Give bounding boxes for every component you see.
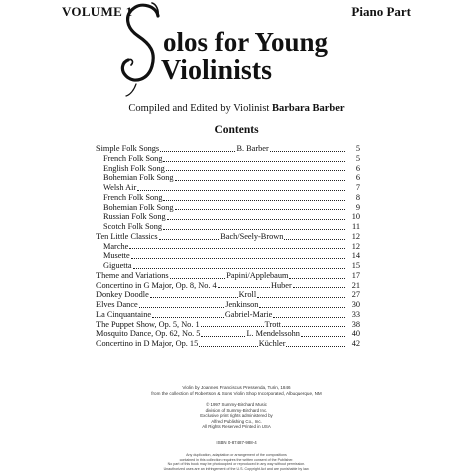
toc-entry-page: 6 bbox=[355, 173, 360, 183]
dot-leader bbox=[289, 271, 345, 279]
toc-entry-page: 33 bbox=[351, 309, 360, 319]
dot-leader bbox=[167, 212, 345, 220]
toc-entry bbox=[96, 183, 360, 193]
copyright-line: Exclusive print rights administered by bbox=[200, 413, 273, 419]
toc-entry bbox=[96, 193, 360, 203]
dot-leader bbox=[270, 144, 345, 152]
toc-entry bbox=[96, 281, 360, 291]
toc-entry-title: Bohemian Folk Song bbox=[103, 202, 174, 212]
book-title bbox=[0, 0, 473, 100]
dot-leader bbox=[282, 320, 345, 328]
part-label: Piano Part bbox=[351, 4, 411, 19]
dot-leader bbox=[170, 271, 226, 279]
toc-entry-page: 38 bbox=[351, 319, 361, 329]
toc-entry-composer: Bach/Seely-Brown bbox=[220, 231, 284, 241]
toc-entry bbox=[96, 290, 360, 300]
toc-entry bbox=[96, 203, 360, 213]
toc-entry-page: 6 bbox=[355, 163, 360, 173]
toc-entry-title: English Folk Song bbox=[103, 163, 165, 173]
toc-entry-page: 8 bbox=[355, 192, 360, 202]
toc-entry-title: Bohemian Folk Song bbox=[103, 173, 174, 183]
dot-leader bbox=[218, 281, 270, 289]
toc-entry bbox=[96, 232, 360, 242]
legal-notice bbox=[0, 453, 473, 471]
copyright-line: © 1997 Summy-Birchard Music bbox=[206, 402, 267, 407]
dot-leader bbox=[139, 300, 225, 308]
toc-entry bbox=[96, 164, 360, 174]
toc-entry-page: 40 bbox=[351, 329, 360, 339]
toc-entry-page: 42 bbox=[351, 339, 361, 348]
dot-leader bbox=[163, 193, 345, 201]
toc-entry bbox=[96, 173, 360, 183]
toc-entry-title: Concertino in G Major, Op. 8, No. 4 bbox=[96, 280, 217, 290]
volume-label: VOLUME 1 bbox=[62, 4, 133, 19]
toc-entry-composer: Papini/Applebaum bbox=[226, 270, 289, 280]
table-of-contents bbox=[96, 144, 360, 349]
dot-leader bbox=[286, 339, 345, 347]
toc-entry bbox=[96, 212, 360, 222]
dot-leader bbox=[301, 329, 345, 337]
toc-entry-composer: L. Mendelssohn bbox=[246, 329, 300, 339]
toc-entry-title: Welsh Air bbox=[103, 183, 137, 192]
toc-entry bbox=[96, 251, 360, 261]
dot-leader bbox=[166, 164, 345, 172]
toc-entry bbox=[96, 339, 360, 349]
title-line-2: Violinists bbox=[161, 55, 272, 86]
toc-entry bbox=[96, 222, 360, 232]
dot-leader bbox=[129, 242, 345, 250]
toc-entry-title: French Folk Song bbox=[103, 192, 163, 202]
dot-leader bbox=[201, 320, 264, 328]
compiled-by-line bbox=[0, 103, 473, 114]
dot-leader bbox=[273, 310, 345, 318]
notice-line: Any duplication, adaptation or arrangement of the compositions bbox=[186, 453, 287, 457]
toc-entry bbox=[96, 310, 360, 320]
credit-line: from the collection of Robertson & Sons Violin Shop Incorporated, Albuquerque, NM bbox=[151, 391, 322, 396]
toc-entry bbox=[96, 242, 360, 252]
toc-entry bbox=[96, 300, 360, 310]
copyright-line: All Rights Reserved Printed in USA bbox=[202, 424, 271, 430]
toc-entry-page: 27 bbox=[351, 290, 361, 300]
toc-entry bbox=[96, 154, 360, 164]
title-line-1: olos for Young bbox=[163, 27, 329, 57]
notice-line: contained in this collection requires the written consent of the Publisher. bbox=[179, 457, 294, 462]
dot-leader bbox=[163, 154, 345, 162]
toc-entry-page: 11 bbox=[352, 222, 360, 231]
dot-leader bbox=[175, 203, 345, 211]
toc-entry-page: 21 bbox=[351, 280, 361, 290]
dot-leader bbox=[201, 329, 245, 337]
copyright-line: division of Summy-Birchard Inc. bbox=[205, 407, 268, 413]
toc-entry bbox=[96, 261, 360, 271]
toc-entry-page: 30 bbox=[351, 300, 360, 309]
toc-entry-title: Elves Dance bbox=[96, 300, 138, 309]
toc-entry-page: 5 bbox=[355, 153, 360, 163]
dot-leader bbox=[163, 222, 345, 230]
toc-entry-title: Ten Little Classics bbox=[96, 231, 158, 241]
toc-entry-page: 10 bbox=[351, 212, 360, 222]
dot-leader bbox=[160, 144, 235, 152]
toc-entry-page: 5 bbox=[355, 144, 360, 153]
copyright-block bbox=[0, 402, 473, 430]
toc-entry bbox=[96, 329, 360, 339]
contents-heading: Contents bbox=[214, 124, 259, 136]
isbn: ISBN 0-87487-988-4 bbox=[216, 440, 257, 445]
dot-leader bbox=[199, 339, 258, 347]
toc-entry-page: 12 bbox=[351, 231, 360, 241]
toc-entry-title: Theme and Variations bbox=[96, 270, 169, 280]
toc-entry-title: The Puppet Show, Op. 5, No. 1 bbox=[96, 319, 200, 329]
toc-entry-page: 9 bbox=[355, 202, 360, 212]
dot-leader bbox=[175, 173, 345, 181]
toc-entry-title: Scotch Folk Song bbox=[103, 222, 163, 231]
toc-entry-title: French Folk Song bbox=[103, 153, 163, 163]
compiled-prefix: Compiled and Edited by Violinist bbox=[128, 103, 272, 114]
toc-entry-composer: Huber bbox=[270, 280, 292, 290]
credit-line: Violin by Joannes Franciscus Pressenda, Turin, 1846 bbox=[182, 385, 291, 390]
toc-entry-composer: Küchler bbox=[258, 339, 286, 348]
dot-leader bbox=[159, 232, 220, 240]
dot-leader bbox=[131, 251, 345, 259]
toc-entry-composer: Kroll bbox=[238, 290, 257, 300]
toc-entry-title: La Cinquantaine bbox=[96, 309, 152, 319]
dot-leader bbox=[152, 310, 224, 318]
dot-leader bbox=[137, 183, 345, 191]
toc-entry-composer: Gabriel-Marie bbox=[224, 309, 273, 319]
toc-entry-title: Musette bbox=[103, 251, 130, 261]
toc-entry bbox=[96, 144, 360, 154]
notice-line: Unauthorized uses are an infringement of the U.S. Copyright Act and are punishable by law. bbox=[163, 466, 310, 471]
toc-entry-composer: B. Barber bbox=[236, 144, 269, 153]
toc-entry-title: Donkey Doodle bbox=[96, 290, 149, 300]
toc-entry-page: 7 bbox=[355, 183, 360, 192]
dot-leader bbox=[133, 261, 345, 269]
toc-entry-page: 17 bbox=[351, 270, 360, 280]
toc-entry bbox=[96, 271, 360, 281]
toc-entry-composer: Jenkinson bbox=[225, 300, 259, 309]
toc-entry-title: Marche bbox=[103, 241, 129, 251]
copyright-line: Alfred Publishing Co., Inc. bbox=[211, 418, 262, 424]
violin-credit bbox=[0, 385, 473, 397]
dot-leader bbox=[259, 300, 345, 308]
toc-entry-page: 12 bbox=[351, 241, 360, 251]
dot-leader bbox=[284, 232, 345, 240]
toc-entry-title: Concertino in D Major, Op. 15 bbox=[96, 339, 199, 348]
toc-entry bbox=[96, 320, 360, 330]
toc-entry-composer: Trott bbox=[264, 319, 281, 329]
toc-entry-title: Mosquito Dance, Op. 62, No. 5 bbox=[96, 329, 201, 339]
toc-entry-page: 14 bbox=[351, 251, 360, 261]
toc-entry-page: 15 bbox=[351, 261, 360, 270]
toc-entry-title: Russian Folk Song bbox=[103, 212, 166, 222]
toc-entry-title: Giguetta bbox=[103, 261, 132, 270]
editor-name: Barbara Barber bbox=[271, 103, 345, 114]
notice-line: No part of this book may be photocopied or reproduced in any way without permission. bbox=[167, 462, 306, 467]
dot-leader bbox=[293, 281, 345, 289]
toc-entry-title: Simple Folk Songs bbox=[96, 144, 160, 153]
dot-leader bbox=[257, 290, 345, 298]
dot-leader bbox=[150, 290, 238, 298]
